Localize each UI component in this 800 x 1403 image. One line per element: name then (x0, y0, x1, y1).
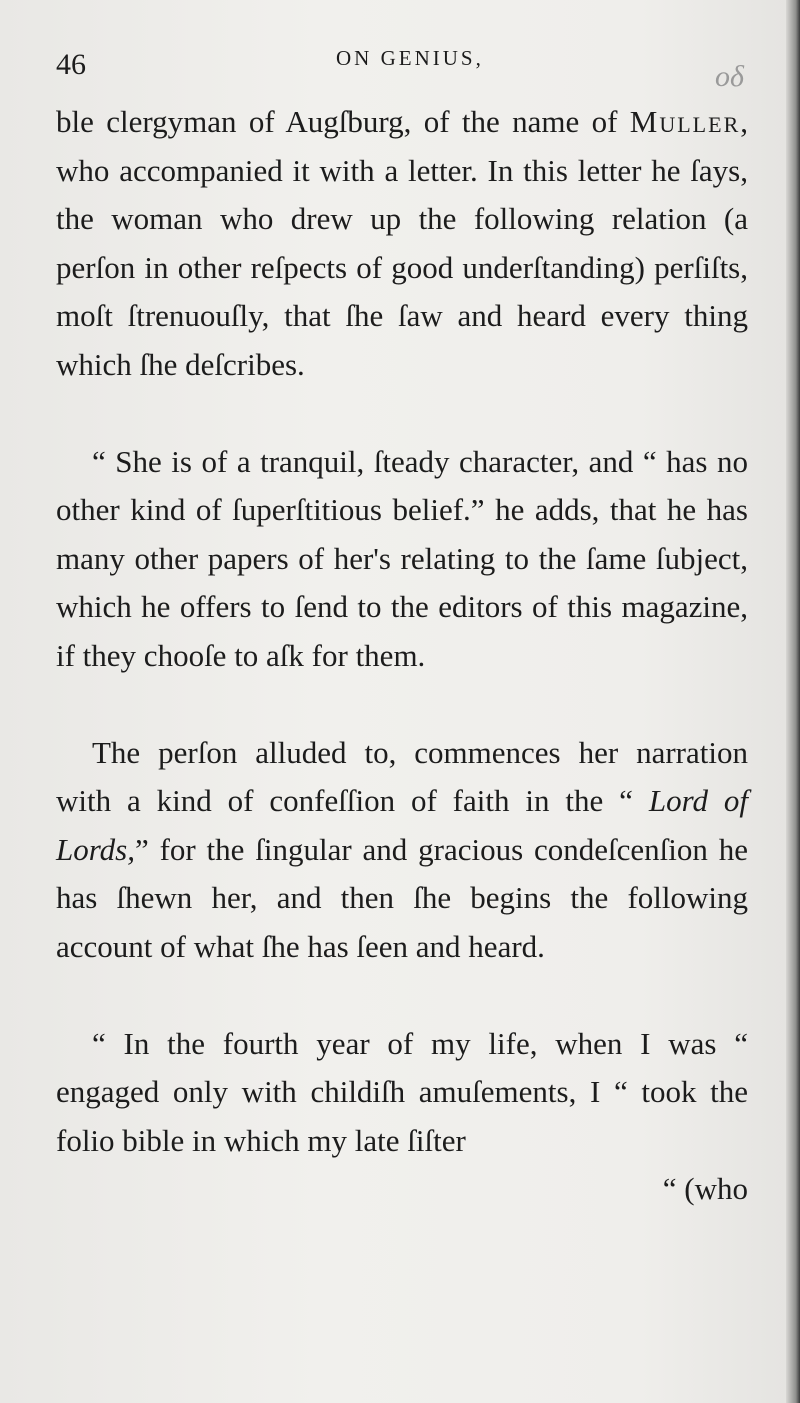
handwritten-corner-mark: oδ (715, 60, 744, 93)
body-text (56, 98, 748, 1214)
running-head: ON GENIUS, (336, 46, 484, 70)
page-header (56, 40, 750, 93)
page-edge-shadow (786, 0, 800, 1403)
paragraph-2: “ She is of a tranquil, ſteady character, and “ has no other kind of ſuperſtitious belief.” he adds, that he has many other papers of her's relating to the ſame ſubject, which he offers to ſend to the editors of this magazine, if they chooſe to aſk for them. (56, 443, 748, 673)
paragraph-4: “ In the fourth year of my life, when I was “ engaged only with childiſh amuſements, I “ took the folio bible in which my late ſiſter (56, 1025, 748, 1158)
catchword: “ (who (662, 1171, 748, 1207)
page-number: 46 (56, 48, 86, 81)
paragraph-1: ble clergyman of Augſburg, of the name of Muller, who accompanied it with a letter. In this letter he ſays, the woman who drew up the following relation (a perſon in other reſpects of good underſtanding) perſiſts, moſt ſtrenuouſly, that ſhe ſaw and heard every thing which ſhe deſcribes. (56, 104, 748, 382)
proper-name: Muller (629, 104, 741, 139)
italic-phrase: Lord of Lords, (56, 783, 748, 867)
paragraph-3: The perſon alluded to, commences her narration with a kind of confeſſion of faith in the “ Lord of Lords,” for the ſingular and gracious condeſcenſion he has ſhewn her, and then ſhe begins the following account of what ſhe has ſeen and heard. (56, 734, 748, 964)
